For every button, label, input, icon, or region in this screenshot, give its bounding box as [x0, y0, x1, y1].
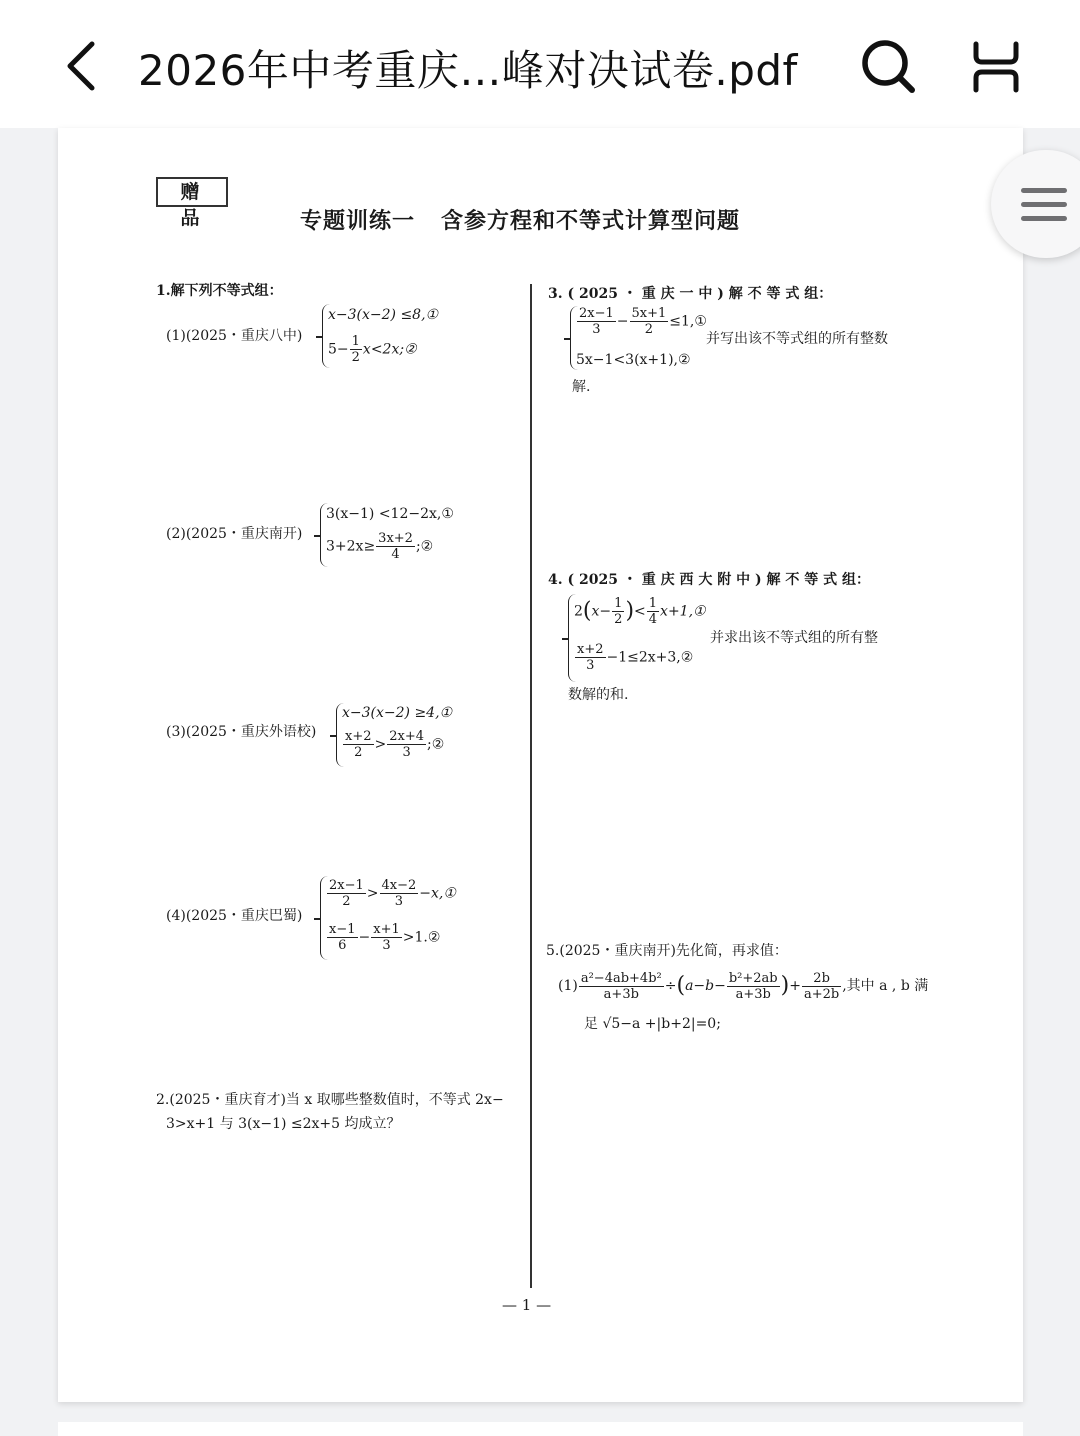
top-toolbar — [0, 0, 1080, 128]
fraction — [612, 596, 624, 627]
fraction — [350, 334, 362, 365]
numerator: x−1 — [329, 922, 356, 937]
search-icon — [858, 36, 918, 96]
term: 3+2x≥ — [326, 538, 376, 555]
fraction — [327, 922, 358, 953]
topic-title — [300, 204, 740, 235]
term: 5− — [328, 341, 349, 358]
denominator: 3 — [382, 938, 391, 953]
numerator: 1 — [648, 596, 658, 611]
term: ;② — [427, 736, 445, 753]
q5-condition: 足 √5−a +|b+2|=0; — [584, 1016, 721, 1032]
operator: ÷ — [664, 978, 677, 994]
denominator: 2 — [644, 322, 654, 337]
numerator: 2b — [802, 971, 841, 987]
paren: ) — [625, 598, 635, 624]
q1-part4-line2 — [326, 922, 440, 953]
q5-part1 — [558, 966, 928, 1006]
q1-part4-system — [320, 876, 470, 960]
column-divider — [530, 284, 532, 1288]
term: ≤1,① — [669, 313, 707, 330]
denominator: 3 — [592, 322, 601, 337]
numerator: 1 — [351, 334, 360, 349]
numerator: 5x+1 — [631, 306, 667, 321]
term: −1≤2x+3,② — [606, 649, 694, 666]
denominator: 3 — [586, 658, 595, 673]
denominator: 2 — [354, 745, 363, 760]
numerator: 2x+4 — [389, 729, 425, 744]
q3-line2: 5x−1<3(x+1),② — [576, 352, 691, 368]
q1-part1-line2 — [328, 334, 417, 365]
q2-line1: 2.(2025・重庆育才)当 x 取哪些整数值时，不等式 2x− — [156, 1092, 504, 1108]
numerator: x+2 — [577, 642, 604, 657]
fraction — [577, 306, 616, 337]
q1-part1-source: (1)(2025・重庆八中) — [166, 328, 303, 344]
q1-part2-system — [320, 503, 480, 567]
q1-part3-system — [336, 703, 486, 767]
q3-system — [570, 306, 710, 370]
fraction — [371, 922, 402, 953]
q1-part2-line1: 3(x−1) <12−2x,① — [326, 506, 454, 522]
numerator: 2x−1 — [329, 878, 364, 893]
q1-part4-line1 — [326, 878, 456, 909]
q1-part1-system — [322, 304, 482, 368]
term: ;② — [415, 538, 434, 555]
fraction — [575, 642, 606, 673]
q4-side-text: 并求出该不等式组的所有整 — [710, 630, 878, 646]
term: a−b− — [685, 978, 726, 994]
denominator: 2 — [342, 894, 351, 909]
denominator: 3 — [394, 894, 404, 909]
q1-part3-line2 — [342, 729, 444, 760]
q1-stem: 1.解下列不等式组： — [156, 283, 283, 299]
term: x<2x;② — [362, 341, 417, 358]
topic-title-part2: 含参方程和不等式计算型问题 — [441, 208, 741, 234]
numerator: 4x−2 — [381, 878, 417, 893]
q3-tail: 解. — [572, 379, 591, 395]
fraction — [380, 878, 419, 909]
fraction — [630, 306, 669, 337]
denominator: 6 — [338, 938, 347, 953]
q3-stem: 3. ( 2025 ・ 重 庆 一 中 ) 解 不 等 式 组： — [548, 286, 833, 302]
numerator: 2x−1 — [579, 306, 614, 321]
denominator: 3 — [402, 745, 411, 760]
fraction — [327, 878, 366, 909]
q4-stem: 4. ( 2025 ・ 重 庆 西 大 附 中 ) 解 不 等 式 组： — [548, 572, 870, 588]
q4-line2 — [574, 642, 693, 673]
q1-part2-source: (2)(2025・重庆南开) — [166, 526, 303, 542]
fraction — [376, 531, 415, 562]
part-label: (1) — [558, 978, 578, 994]
term: x− — [591, 603, 612, 620]
term: 2 — [574, 603, 583, 620]
denominator: a+2b — [803, 986, 840, 1002]
pdf-page — [58, 128, 1023, 1402]
numerator: 1 — [614, 596, 623, 611]
numerator: 3x+2 — [378, 531, 413, 546]
fraction — [579, 971, 664, 1002]
paren: ( — [676, 973, 686, 998]
operator: < — [634, 603, 646, 620]
q4-tail: 数解的和. — [568, 687, 629, 703]
document-title: 2026年中考重庆…峰对决试卷.pdf — [138, 46, 798, 95]
page-number: — 1 — — [502, 1296, 552, 1314]
numerator: x+2 — [345, 729, 372, 744]
q4-line1 — [574, 596, 706, 627]
fraction — [727, 971, 780, 1002]
fraction — [343, 729, 374, 760]
term: >1.② — [402, 929, 441, 946]
term: −x,① — [419, 885, 456, 902]
topic-title-part1: 专题训练一 — [300, 208, 416, 234]
q4-system — [568, 594, 708, 682]
page-layout-button[interactable] — [966, 40, 1026, 94]
denominator: 4 — [648, 612, 658, 627]
q1-part3-line1: x−3(x−2) ≥4,① — [342, 705, 453, 721]
denominator: a+3b — [603, 986, 639, 1002]
fraction — [387, 729, 426, 760]
operator: > — [374, 736, 387, 753]
back-button[interactable] — [56, 34, 112, 98]
operator: − — [358, 929, 371, 946]
numerator: x+1 — [373, 922, 400, 937]
chevron-left-icon — [56, 34, 112, 98]
fraction — [647, 596, 659, 627]
denominator: 2 — [351, 350, 360, 365]
fraction — [802, 971, 841, 1002]
paren: ) — [780, 973, 790, 998]
gift-label: 赠品 — [156, 177, 228, 207]
numerator: b²+2ab — [728, 970, 778, 986]
next-page-edge — [58, 1422, 1023, 1436]
operator: − — [616, 313, 629, 330]
page-layout-icon — [966, 40, 1026, 94]
q3-line1 — [576, 306, 707, 337]
term: ,其中 a , b 满 — [842, 978, 929, 994]
q1-part1-line1: x−3(x−2) ≤8,① — [328, 307, 439, 323]
denominator: 4 — [391, 547, 400, 562]
denominator: 2 — [614, 612, 623, 627]
operator: + — [789, 978, 801, 994]
q1-part2-line2 — [326, 531, 433, 562]
search-button[interactable] — [858, 36, 918, 96]
term: x+1,① — [660, 603, 706, 620]
operator: > — [366, 885, 379, 902]
paren: ( — [582, 598, 592, 624]
q1-part3-source: (3)(2025・重庆外语校) — [166, 724, 317, 740]
denominator: a+3b — [735, 986, 771, 1002]
q3-side-text: 并写出该不等式组的所有整数 — [706, 331, 888, 347]
q1-part4-source: (4)(2025・重庆巴蜀) — [166, 908, 303, 924]
numerator: a²−4ab+4b² — [580, 970, 662, 986]
q2-line2: 3>x+1 与 3(x−1) ≤2x+5 均成立？ — [166, 1116, 401, 1132]
q5-stem: 5.(2025・重庆南开)先化简，再求值： — [546, 943, 788, 959]
